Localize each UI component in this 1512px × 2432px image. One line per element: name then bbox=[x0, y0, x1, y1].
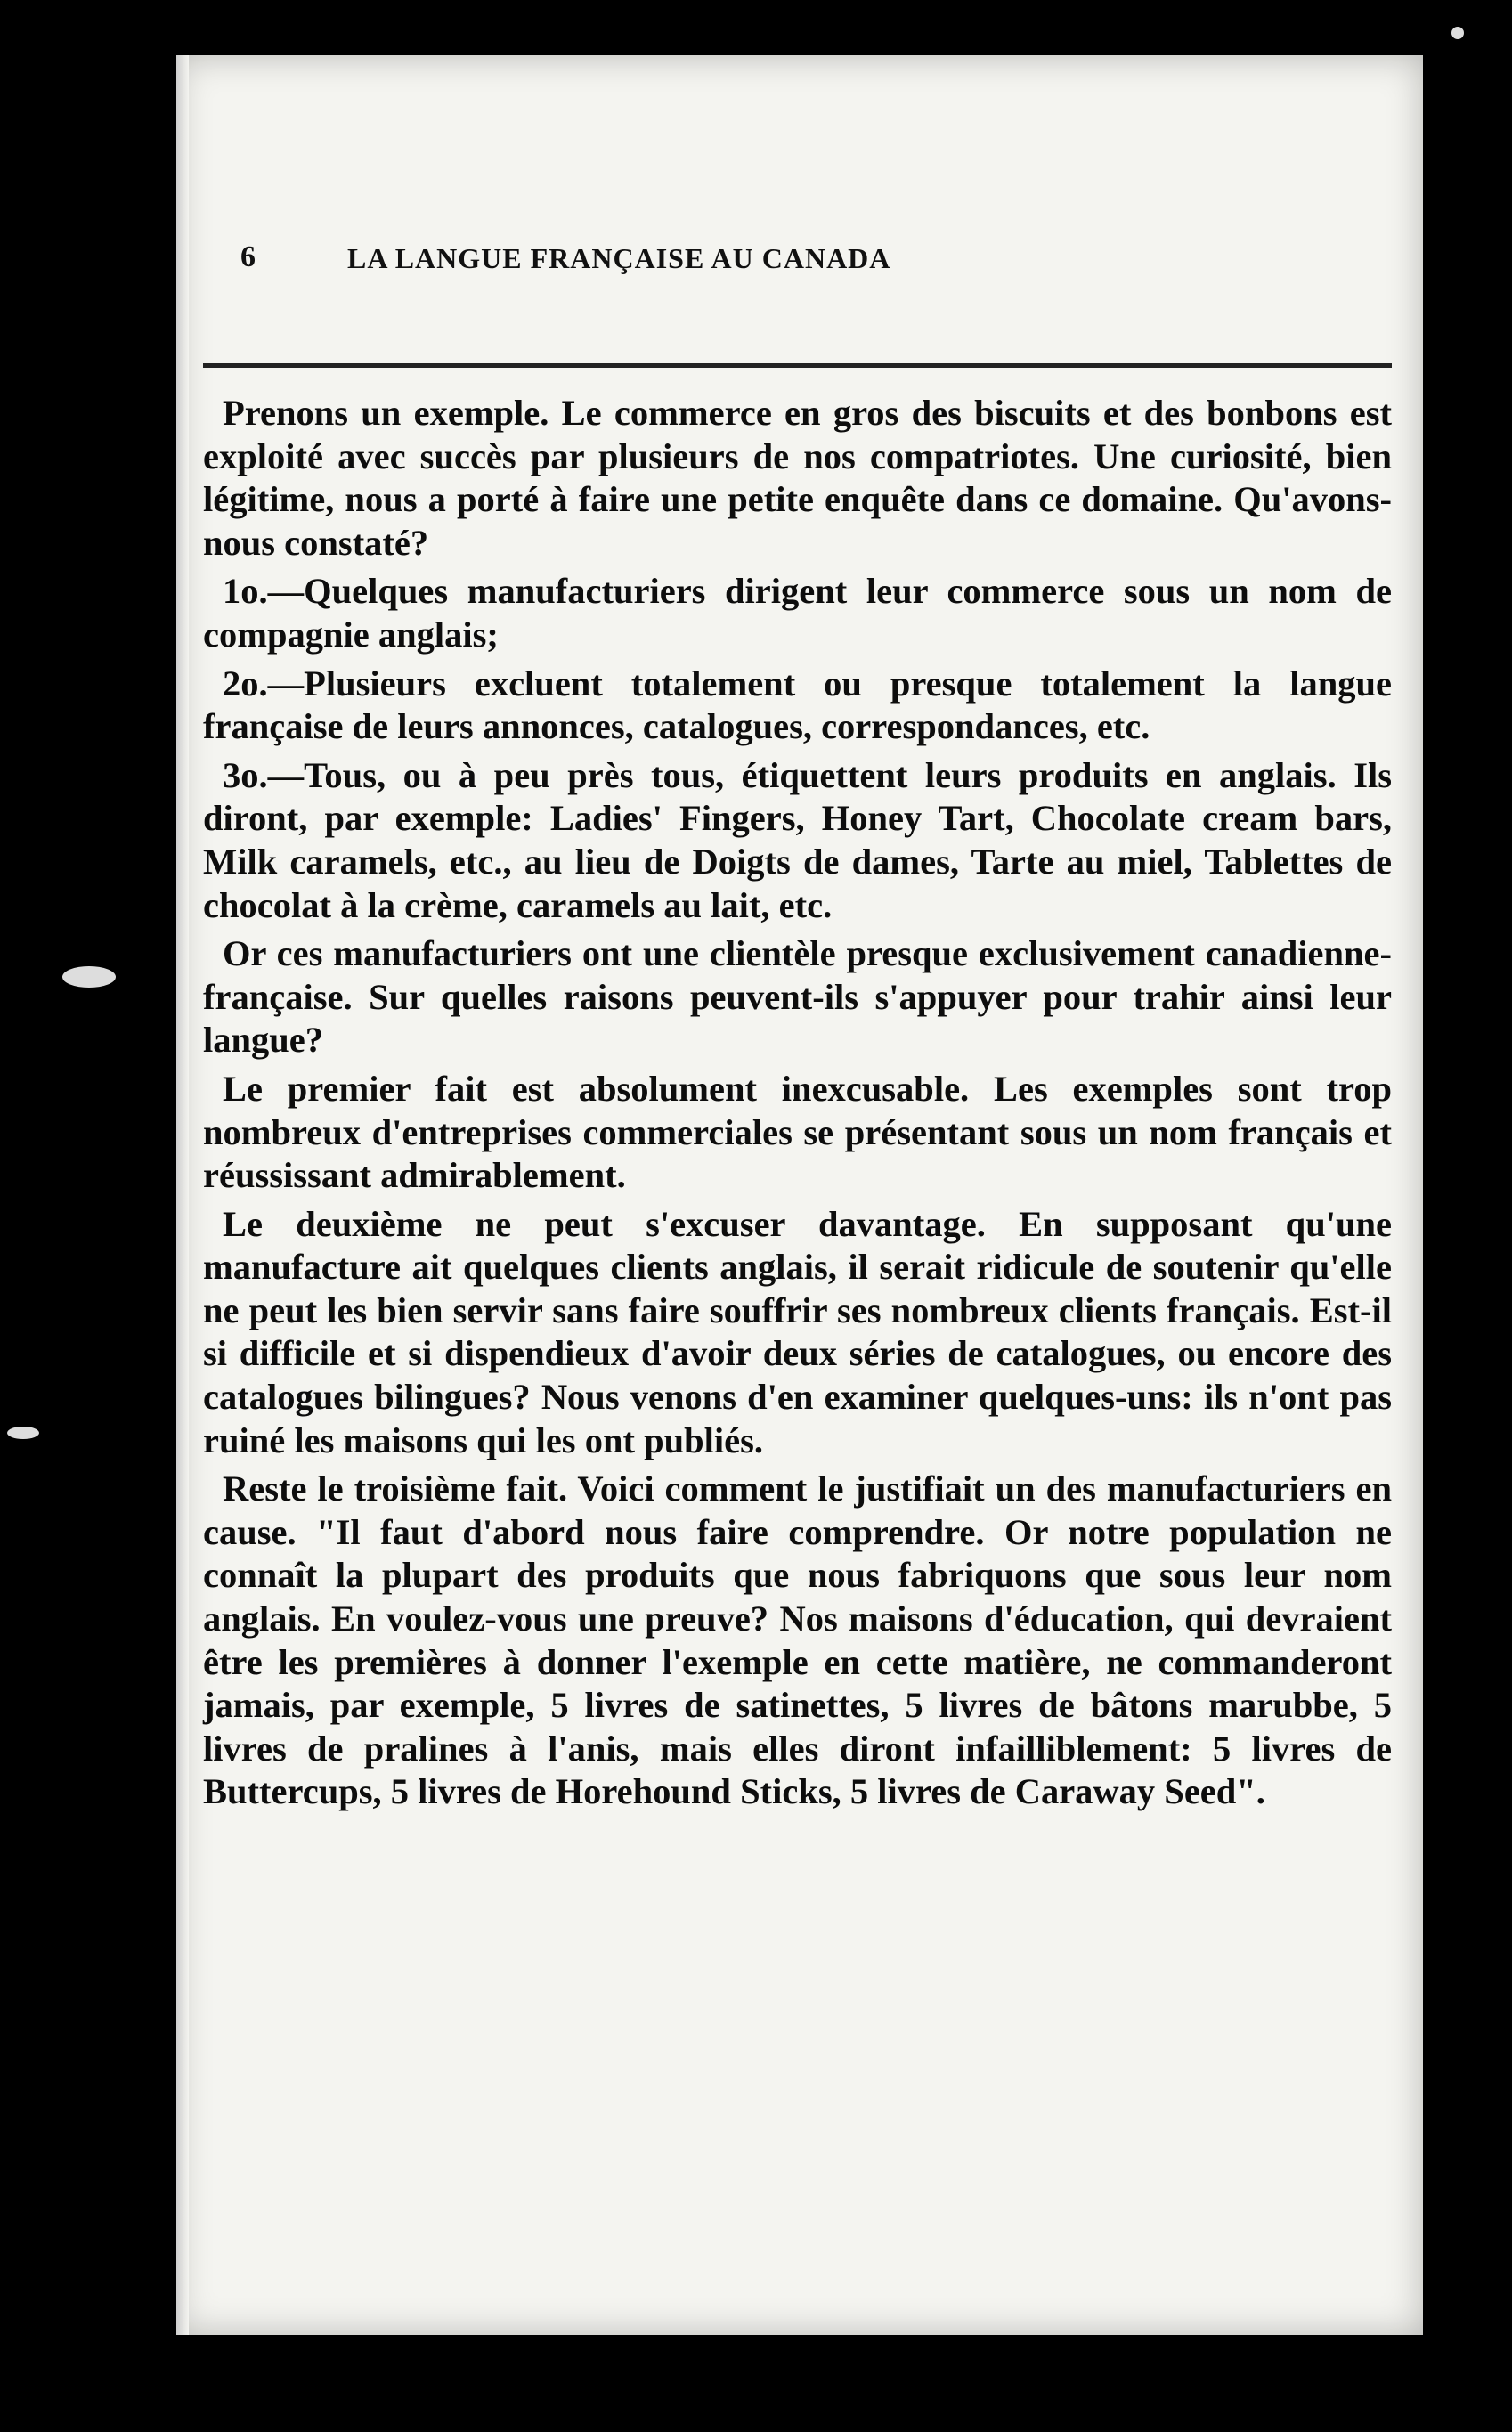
page-number: 6 bbox=[240, 240, 256, 273]
scan-speck bbox=[1451, 27, 1464, 39]
paragraph: Reste le troisième fait. Voici comment le justifiait un des manufacturiers en cause. "Il faut d'abord nous faire comprendre. Or notre population ne connaît la plupart des produits que nous fabriquons que sous leur nom anglais. En voulez-vous une preuve? Nos maisons d'éducation, qui devraient être les premières à donner l'exemple en cette matière, ne commanderont jamais, par exemple, 5 livres de satinettes, 5 livres de bâtons marubbe, 5 livres de pralines à l'anis, mais elles diront infailliblement: 5 livres de Buttercups, 5 livres de Horehound Sticks, 5 livres de Caraway Seed". bbox=[203, 1468, 1392, 1812]
page-header bbox=[240, 240, 1389, 294]
scan-speck bbox=[62, 966, 116, 988]
body-text bbox=[203, 392, 1392, 1819]
paragraph: Or ces manufacturiers ont une clientèle presque exclusivement canadienne-française. Sur quelles raisons peuvent-ils s'appuyer pour trahir ainsi leur langue? bbox=[203, 933, 1392, 1061]
header-rule bbox=[203, 363, 1392, 368]
paragraph: Prenons un exemple. Le commerce en gros des biscuits et des bonbons est exploité avec succès par plusieurs de nos compatriotes. Une curiosité, bien légitime, nous a porté à faire une petite enquête dans ce domaine. Qu'avons-nous constaté? bbox=[203, 393, 1392, 563]
paragraph: 2o.—Plusieurs excluent totalement ou presque totalement la langue française de leurs annonces, catalogues, correspondances, etc. bbox=[203, 663, 1392, 747]
paragraph: 1o.—Quelques manufacturiers dirigent leur commerce sous un nom de compagnie anglais; bbox=[203, 571, 1392, 655]
paragraph: 3o.—Tous, ou à peu près tous, étiquettent leurs produits en anglais. Ils diront, par exemple: Ladies' Fingers, Honey Tart, Chocolate cream bars, Milk caramels, etc., au lieu de Doigts de dames, Tarte au miel, Tablettes de chocolat à la crème, caramels au lait, etc. bbox=[203, 754, 1392, 925]
paragraph: Le premier fait est absolument inexcusable. Les exemples sont trop nombreux d'entreprises commerciales se présentant sous un nom français et réussissant admirablement. bbox=[203, 1068, 1392, 1196]
paragraph: Le deuxième ne peut s'excuser davantage. En supposant qu'une manufacture ait quelques clients anglais, il serait ridicule de soutenir qu'elle ne peut les bien servir sans faire souffrir ses nombreux clients français. Est-il si difficile et si dispendieux d'avoir deux séries de catalogues, ou encore des catalogues bilingues? Nous venons d'en examiner quelques-uns: ils n'ont pas ruiné les maisons qui les ont publiés. bbox=[203, 1203, 1392, 1460]
running-title: LA LANGUE FRANÇAISE AU CANADA bbox=[347, 242, 891, 274]
page-edge-shadow bbox=[176, 55, 189, 2335]
scan-speck bbox=[7, 1427, 39, 1439]
